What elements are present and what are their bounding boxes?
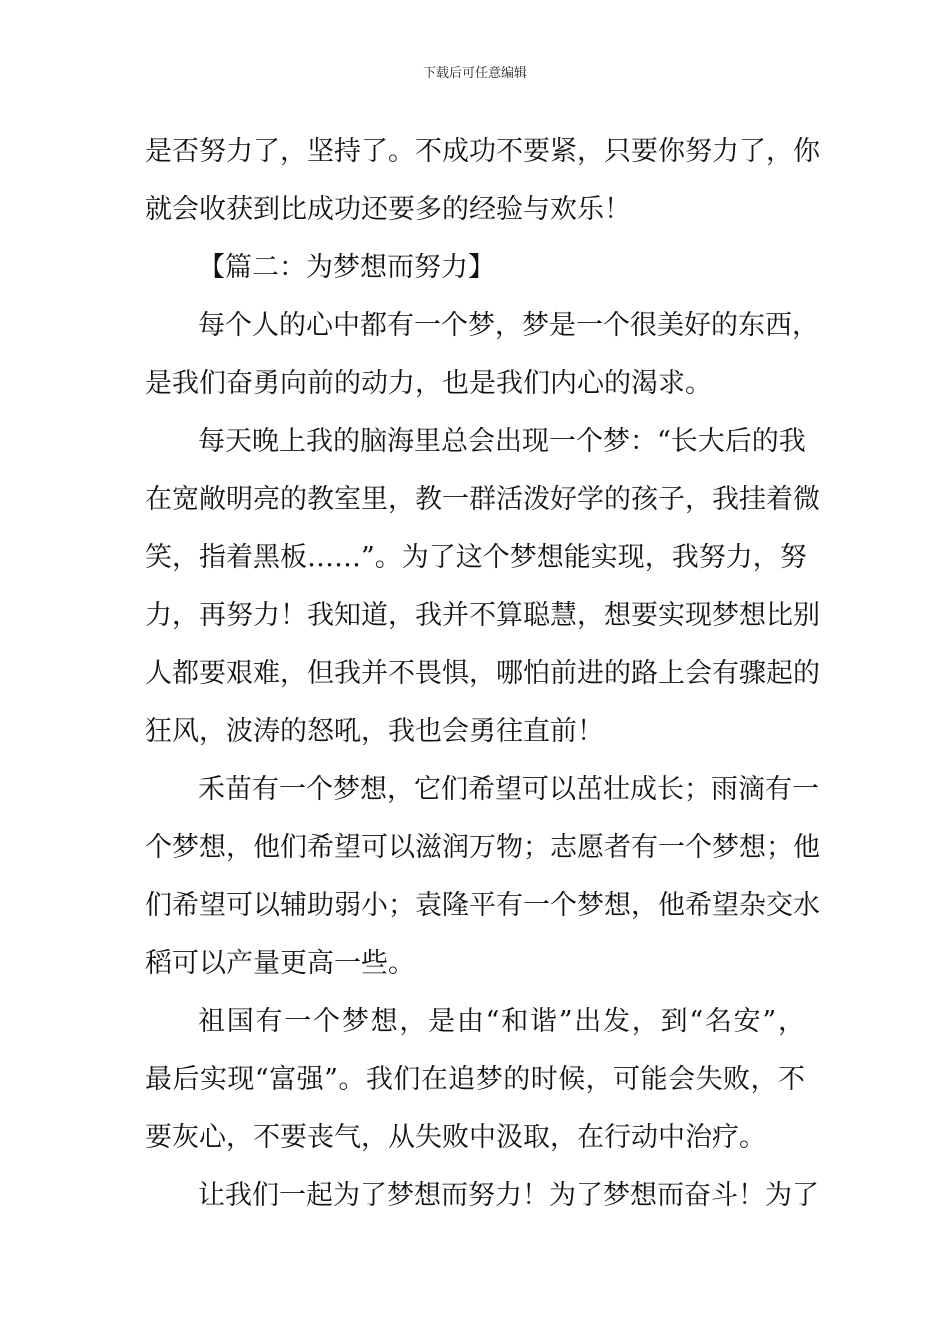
text-line: 最后实现“富强”。我们在追梦的时候，可能会失败，不 [145,1064,805,1095]
text-line: 每个人的心中都有一个梦，梦是一个很美好的东西， [198,310,819,341]
page-header: 下载后可任意编辑 [422,66,527,81]
text-line: 们希望可以辅助弱小；袁隆平有一个梦想，他希望杂交水 [145,890,820,921]
text-line: 禾苗有一个梦想，它们希望可以茁壮成长；雨滴有一 [198,774,819,805]
text-line: 让我们一起为了梦想而努力！为了梦想而奋斗！为了 [198,1180,819,1211]
text-line: 在宽敞明亮的教室里，教一群活泼好学的孩子，我挂着微 [145,484,820,515]
section-heading: 【篇二：为梦想而努力】 [198,252,495,283]
text-line: 要灰心，不要丧气，从失败中汲取，在行动中治疗。 [145,1122,766,1153]
text-line: 笑，指着黑板……”。为了这个梦想能实现，我努力，努 [145,542,807,573]
text-line: 人都要艰难，但我并不畏惧，哪怕前进的路上会有骤起的 [145,658,820,689]
text-line: 祖国有一个梦想，是由“和谐”出发，到“名安”， [198,1006,805,1037]
text-line: 就会收获到比成功还要多的经验与欢乐！ [145,194,631,225]
text-line: 是否努力了，坚持了。不成功不要紧，只要你努力了，你 [145,136,820,167]
text-line: 狂风，波涛的怒吼，我也会勇往直前！ [145,716,604,747]
text-line: 是我们奋勇向前的动力，也是我们内心的渴求。 [145,368,712,399]
text-line: 力，再努力！我知道，我并不算聪慧，想要实现梦想比别 [145,600,820,631]
text-line: 每天晚上我的脑海里总会出现一个梦：“长大后的我 [198,426,806,457]
text-line: 个梦想，他们希望可以滋润万物；志愿者有一个梦想；他 [145,832,820,863]
text-line: 稻可以产量更高一些。 [145,948,415,979]
